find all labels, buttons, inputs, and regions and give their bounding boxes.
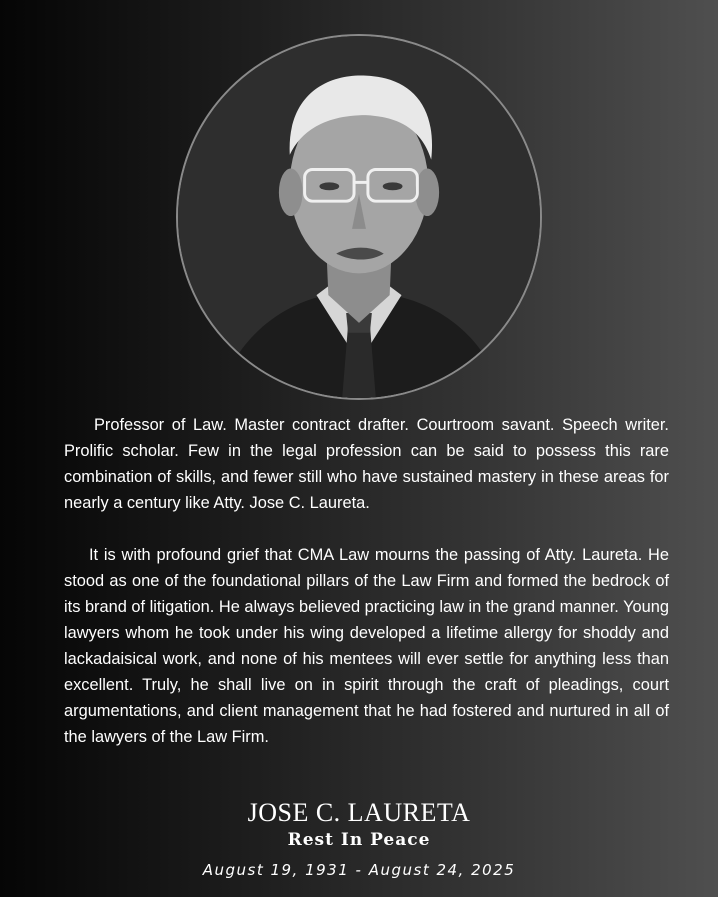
portrait-illustration [178,36,540,398]
tribute-paragraph-2: It is with profound grief that CMA Law mourns the passing of Atty. Laureta. He stood as one of the foundational pillars of the Law Firm and formed the bedrock of its brand of litigation. He always believed practicing law in the grand manner. Young lawyers whom he took under his wing developed a lifetime allergy for shoddy and lackadaisical work, and none of his mentees will ever settle for anything less than excellent. Truly, he shall live on in spirit through the craft of pleadings, court argumentations, and client management that he had fostered and nurtured in all of the lawyers of the Law Firm. [64,546,670,746]
life-dates: August 19, 1931 - August 24, 2025 [202,861,516,879]
deceased-name: JOSE C. LAURETA [247,798,471,827]
portrait-photo [176,34,542,400]
tribute-paragraph-1: Professor of Law. Master contract drafter. Courtroom savant. Speech writer. Prolific scholar. Few in the legal profession can be said to possess this rare combination of skills, and fewer still who have sustained mastery in these areas for nearly a century like Atty. Jose C. Laureta. [64,416,669,512]
rest-in-peace-heading: Rest In Peace [287,830,431,850]
